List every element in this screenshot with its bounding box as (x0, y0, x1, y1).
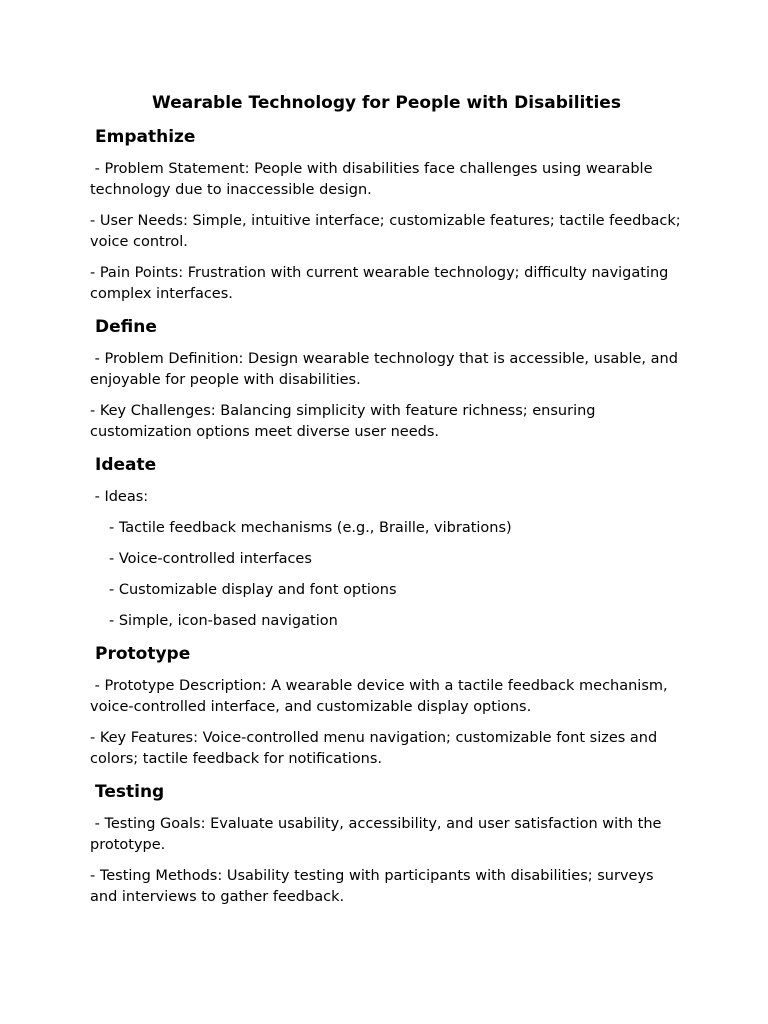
idea-list-item: - Customizable display and font options (109, 582, 397, 598)
document-page (90, 91, 682, 918)
idea-list-item: - Voice-controlled interfaces (109, 551, 312, 567)
pain-points-paragraph: - Pain Points: Frustration with current wearable technology; difficulty navigating complex interfaces. (90, 265, 669, 302)
section-heading-testing: Testing (95, 782, 165, 802)
idea-list-item: - Tactile feedback mechanisms (e.g., Braille, vibrations) (109, 520, 512, 536)
testing-methods-paragraph: - Testing Methods: Usability testing with participants with disabilities; surveys and interviews to gather feedback. (90, 868, 654, 905)
problem-definition-paragraph: - Problem Definition: Design wearable technology that is accessible, usable, and enjoyable for people with disabilities. (90, 351, 683, 388)
section-heading-define: Define (95, 317, 157, 337)
section-heading-ideate: Ideate (95, 455, 157, 475)
document-title: Wearable Technology for People with Disabilities (152, 93, 621, 113)
section-heading-prototype: Prototype (95, 644, 191, 664)
key-features-paragraph: - Key Features: Voice-controlled menu navigation; customizable font sizes and colors; tactile feedback for notifications. (90, 730, 658, 767)
idea-list-item: - Simple, icon-based navigation (109, 613, 338, 629)
section-heading-empathize: Empathize (95, 127, 196, 147)
problem-statement-paragraph: - Problem Statement: People with disabilities face challenges using wearable technology due to inaccessible design. (90, 161, 658, 198)
testing-goals-paragraph: - Testing Goals: Evaluate usability, accessibility, and user satisfaction with the prototype. (90, 816, 667, 853)
prototype-description-paragraph: - Prototype Description: A wearable device with a tactile feedback mechanism, voice-controlled interface, and customizable display options. (90, 678, 673, 715)
key-challenges-paragraph: - Key Challenges: Balancing simplicity with feature richness; ensuring customization options meet diverse user needs. (90, 403, 596, 440)
user-needs-paragraph: - User Needs: Simple, intuitive interface; customizable features; tactile feedback; voice control. (90, 213, 681, 250)
ideas-paragraph: - Ideas: (90, 489, 149, 505)
